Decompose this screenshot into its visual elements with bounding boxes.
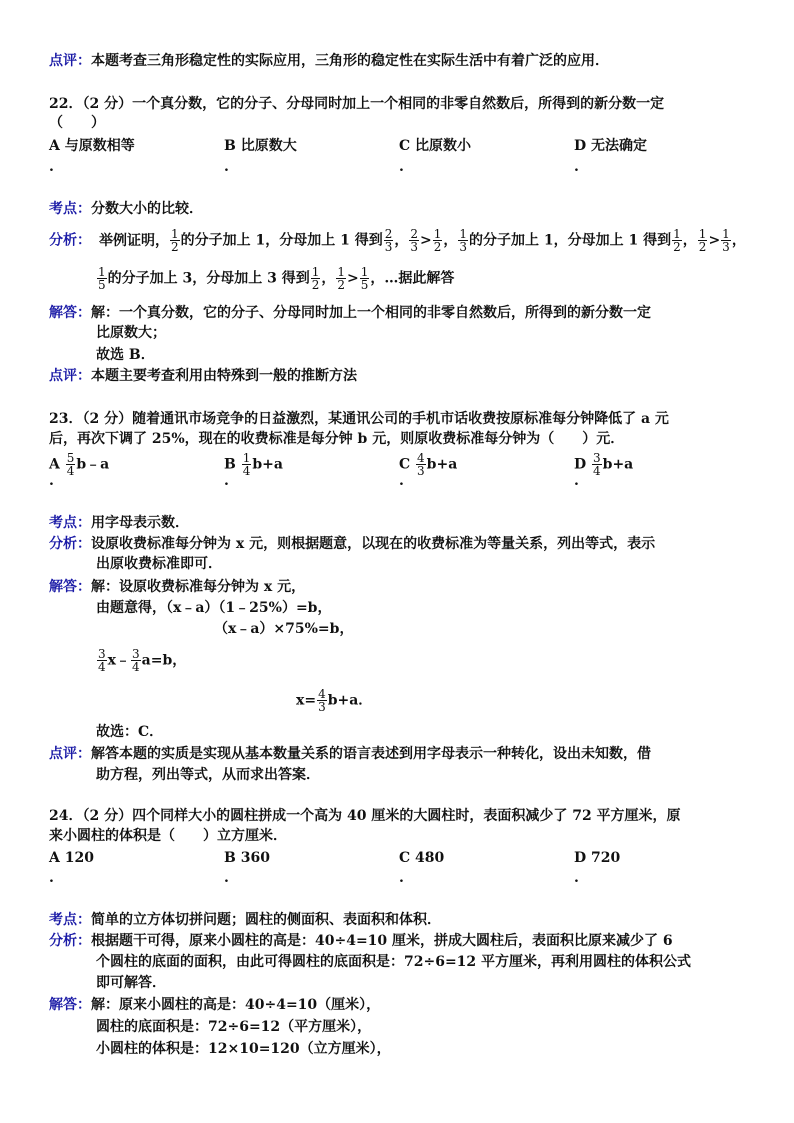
q22-jieda-line1	[49, 304, 651, 322]
q24-kaodian	[49, 911, 441, 929]
q22-option-b-dot: .	[224, 159, 229, 175]
q24-kaodian-label: 考点：	[49, 912, 91, 928]
q23-jieda-text1: 解：设原收费标准每分钟为 x 元，	[91, 579, 306, 595]
q24-fenxi-line2: 个圆柱的底面的面积，由此可得圆柱的底面积是：72÷6=12 平方厘米，再利用圆柱的体积公式	[96, 954, 692, 970]
q22-option-d: D 无法确定	[574, 138, 648, 154]
q23-jieda-line1	[49, 578, 305, 596]
q23-kaodian	[49, 514, 189, 532]
fraction-two-thirds: $\frac{2}{3}$	[384, 227, 393, 254]
q23-fenxi-label: 分析：	[49, 536, 91, 552]
fraction-one-fifth: $\frac{1}{5}$	[98, 265, 106, 292]
q24-option-a-dot: .	[49, 870, 54, 886]
fraction-one-half: $\frac{1}{2}$	[337, 265, 346, 292]
q23-dianping-line1	[49, 745, 651, 763]
q23-dianping-line2: 助方程，列出等式，从而求出答案．	[96, 767, 320, 783]
fraction-one-half: $\frac{1}{2}$	[311, 265, 320, 292]
q23-option-b-dot: .	[224, 473, 229, 489]
q23-option-d-dot: .	[574, 473, 579, 489]
q22-fenxi-p3: 的分子加上 1，分母加上 1 得到	[469, 232, 672, 249]
q24-kaodian-text: 简单的立方体切拼问题；圆柱的侧面积、表面积和体积．	[91, 912, 441, 928]
q23-jieda-eq4: $\frac{3}{4}$ x﹣ $\frac{3}{4}$ a=b，	[98, 647, 187, 674]
q23-fenxi-line1	[49, 535, 655, 553]
q22-fenxi-line2: $\frac{1}{5}$ 的分子加上 3，分母加上 3 得到 $\frac{1}{2}$ ， $\frac{1}{2}$ > $\frac{1}{5}$ ，…据此解答	[98, 265, 455, 292]
q22-dianping	[49, 367, 357, 385]
q22-jieda-label: 解答：	[49, 305, 91, 321]
fraction-one-half: $\frac{1}{2}$	[673, 227, 681, 254]
q23-jieda-choice: 故选：C．	[96, 724, 164, 740]
q23-stem-line2: 后，再次下调了 25%，现在的收费标准是每分钟 b 元，则原收费标准每分钟为（ ）元．	[49, 431, 625, 447]
q24-option-a: A 120	[49, 850, 94, 866]
q22-stem-line2: （ ）	[49, 115, 105, 131]
q24-fenxi-text1: 根据题干可得，原来小圆柱的高是：40÷4=10 厘米，拼成大圆柱后，表面积比原来减少了 6	[91, 933, 673, 949]
q22-fenxi-label: 分析：	[49, 232, 91, 249]
q23-kaodian-label: 考点：	[49, 515, 91, 531]
q22-dianping-text: 本题主要考查利用由特殊到一般的推断方法	[91, 368, 357, 384]
q23-jieda-line3: （x﹣a）×75%=b，	[214, 621, 354, 637]
q24-stem-line2: 来小圆柱的体积是（ ）立方厘米．	[49, 828, 287, 844]
q22-option-c-dot: .	[399, 159, 404, 175]
q23-stem-line1: 23．（2 分）随着通讯市场竞争的日益激烈，某通讯公司的手机市话收费按原标准每分钟降低了 a 元	[49, 411, 669, 427]
q24-fenxi-line3: 即可解答．	[96, 975, 166, 991]
q22-option-b: B 比原数大	[224, 138, 297, 154]
q24-option-b-dot: .	[224, 870, 229, 886]
q22-fenxi-p2: 的分子加上 1，分母加上 1 得到	[180, 232, 383, 249]
q22-kaodian	[49, 200, 203, 218]
q23-option-b: B $\frac{1}{4}$ b+a	[224, 451, 283, 478]
fraction-one-third: $\frac{1}{3}$	[722, 227, 730, 254]
q23-dianping-text1: 解答本题的实质是实现从基本数量关系的语言表述到用字母表示一种转化，设出未知数，借	[91, 746, 651, 762]
q23-fenxi-text1: 设原收费标准每分钟为 x 元，则根据题意，以现在的收费标准为等量关系，列出等式，表示	[91, 536, 656, 552]
q22-fenxi-p1: 举例证明，	[99, 232, 169, 249]
q23-option-c-dot: .	[399, 473, 404, 489]
q21-comment	[49, 52, 609, 70]
q24-option-c-dot: .	[399, 870, 404, 886]
q23-jieda-line2: 由题意得，（x﹣a）（1﹣25%）=b，	[96, 600, 332, 616]
fraction-two-thirds: $\frac{2}{3}$	[410, 227, 419, 254]
q22-fenxi-line1: 分析： 举例证明， $\frac{1}{2}$ 的分子加上 1，分母加上 1 得到 $\frac{2}{3}$ ， $\frac{2}{3}$ > $\frac{1}{2}$ ， $\frac{1}{3}$ 的分子加上 1，分母加上 1 得到 $\frac{1}{2}$ ， $\frac{1}{2}$ > $\frac{1}{3}$ ，	[49, 227, 746, 254]
q22-dianping-label: 点评：	[49, 368, 91, 384]
q24-jieda-label: 解答：	[49, 997, 91, 1013]
q24-jieda-text1: 解：原来小圆柱的高是：40÷4=10（厘米），	[91, 997, 381, 1013]
q22-kaodian-label: 考点：	[49, 201, 91, 217]
q23-fenxi-line2: 出原收费标准即可．	[96, 556, 222, 572]
q22-kaodian-text: 分数大小的比较．	[91, 201, 203, 217]
q22-option-a: A 与原数相等	[49, 138, 135, 154]
q22-fenxi-p4: 的分子加上 3，分母加上 3 得到	[107, 270, 310, 287]
q24-jieda-line2: 圆柱的底面积是：72÷6=12（平方厘米），	[96, 1019, 372, 1035]
q24-option-d-dot: .	[574, 870, 579, 886]
q23-kaodian-text: 用字母表示数．	[91, 515, 189, 531]
fraction-one-half: $\frac{1}{2}$	[433, 227, 442, 254]
q24-fenxi-line1	[49, 932, 673, 950]
q23-jieda-label: 解答：	[49, 579, 91, 595]
q22-option-a-dot: .	[49, 159, 54, 175]
q22-jieda-line2: 比原数大；	[96, 325, 166, 341]
q23-jieda-eq5: x= $\frac{4}{3}$ b+a．	[296, 687, 373, 714]
q24-fenxi-label: 分析：	[49, 933, 91, 949]
q22-jieda-line3: 故选 B．	[96, 347, 155, 363]
fraction-one-third: $\frac{1}{3}$	[459, 227, 468, 254]
fraction-one-half: $\frac{1}{2}$	[171, 227, 179, 254]
q24-stem-line1: 24．（2 分）四个同样大小的圆柱拼成一个高为 40 厘米的大圆柱时，表面积减少了 72 平方厘米，原	[49, 808, 681, 824]
q23-option-c: C $\frac{4}{3}$ b+a	[399, 451, 458, 478]
q23-option-a-dot: .	[49, 473, 54, 489]
q21-comment-text: 本题考查三角形稳定性的实际应用，三角形的稳定性在实际生活中有着广泛的应用．	[91, 53, 609, 69]
q24-option-c: C 480	[399, 850, 445, 866]
q24-option-b: B 360	[224, 850, 270, 866]
fraction-one-fifth: $\frac{1}{5}$	[360, 265, 369, 292]
q22-jieda-text1: 解：一个真分数，它的分子、分母同时加上一个相同的非零自然数后，所得到的新分数一定	[91, 305, 651, 321]
greater-than: >	[708, 232, 721, 249]
greater-than: >	[347, 270, 359, 287]
fraction-one-half: $\frac{1}{2}$	[698, 227, 707, 254]
q23-option-d: D $\frac{3}{4}$ b+a	[574, 451, 634, 478]
q21-comment-label: 点评：	[49, 53, 91, 69]
q23-dianping-label: 点评：	[49, 746, 91, 762]
q22-option-d-dot: .	[574, 159, 579, 175]
q22-option-c: C 比原数小	[399, 138, 472, 154]
greater-than: >	[420, 232, 432, 249]
q22-fenxi-p5: …据此解答	[384, 270, 455, 287]
q24-jieda-line3: 小圆柱的体积是：12×10=120（立方厘米），	[96, 1041, 391, 1057]
q22-stem-line1: 22．（2 分）一个真分数，它的分子、分母同时加上一个相同的非零自然数后，所得到的新分数一定	[49, 96, 665, 112]
q23-option-a: A $\frac{5}{4}$ b﹣a	[49, 451, 110, 478]
q24-option-d: D 720	[574, 850, 621, 866]
q24-jieda-line1	[49, 996, 380, 1014]
